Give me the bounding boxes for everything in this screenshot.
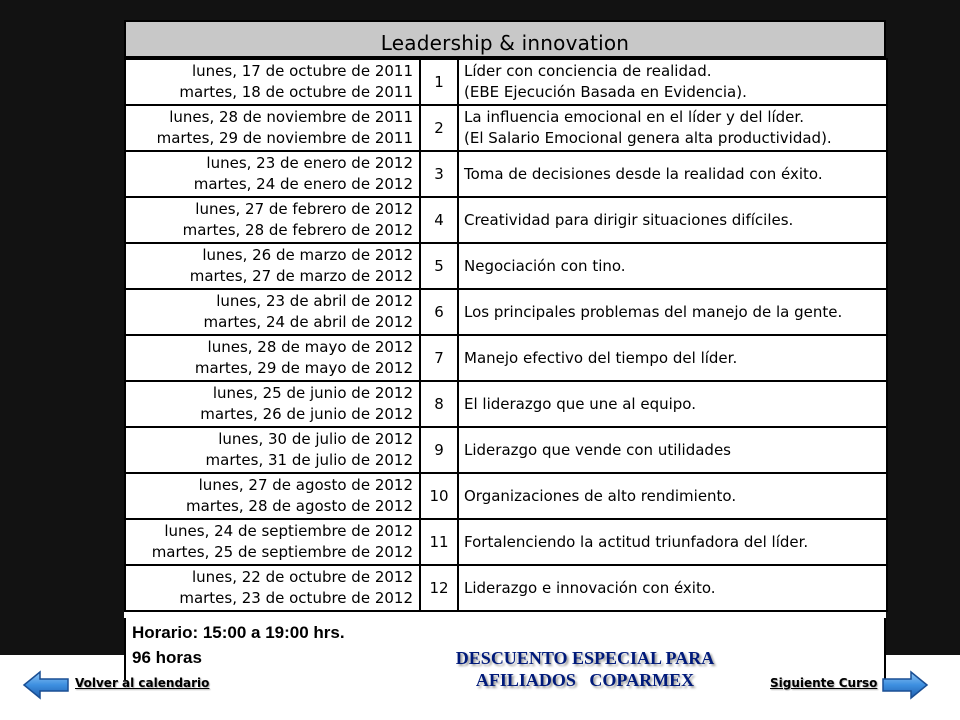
session-dates (125, 519, 420, 565)
session-date: lunes, 26 de marzo de 2012 (202, 246, 413, 264)
session-topic (458, 473, 887, 519)
session-topic (458, 197, 887, 243)
session-date: martes, 27 de marzo de 2012 (189, 267, 413, 285)
session-topic-line: Líder con conciencia de realidad. (464, 62, 712, 80)
session-date: lunes, 24 de septiembre de 2012 (164, 522, 413, 540)
session-dates (125, 197, 420, 243)
promo-banner (400, 647, 770, 691)
session-row (125, 473, 887, 519)
session-row (125, 565, 887, 611)
session-date: lunes, 23 de enero de 2012 (206, 154, 413, 172)
session-topic-line: (EBE Ejecución Basada en Evidencia). (464, 83, 747, 101)
back-to-calendar-button[interactable] (22, 668, 222, 702)
session-topic-line: El liderazgo que une al equipo. (464, 394, 696, 413)
session-number: 1 (420, 59, 458, 105)
session-number: 10 (420, 473, 458, 519)
session-topic (458, 427, 887, 473)
session-topic-line: Los principales problemas del manejo de la gente. (464, 302, 843, 321)
session-row (125, 151, 887, 197)
session-topic (458, 59, 887, 105)
session-topic (458, 105, 887, 151)
schedule-table (124, 58, 888, 612)
session-topic (458, 565, 887, 611)
session-row (125, 289, 887, 335)
session-row (125, 105, 887, 151)
session-dates (125, 381, 420, 427)
session-dates (125, 59, 420, 105)
hours-text: 96 horas (132, 648, 202, 667)
session-topic-line: La influencia emocional en el líder y del líder. (464, 108, 804, 126)
session-dates (125, 473, 420, 519)
promo-line-1: DESCUENTO ESPECIAL PARA (455, 648, 715, 668)
session-row (125, 197, 887, 243)
session-topic-line: Toma de decisiones desde la realidad con éxito. (464, 164, 823, 183)
session-topic-line: Creatividad para dirigir situaciones difíciles. (464, 210, 794, 229)
session-dates (125, 565, 420, 611)
session-date: martes, 26 de junio de 2012 (200, 405, 413, 423)
session-number: 5 (420, 243, 458, 289)
session-topic (458, 289, 887, 335)
session-date: martes, 28 de agosto de 2012 (185, 497, 413, 515)
session-topic (458, 335, 887, 381)
session-date: martes, 31 de julio de 2012 (205, 451, 413, 469)
session-dates (125, 289, 420, 335)
arrow-right-icon (881, 670, 929, 700)
session-dates (125, 243, 420, 289)
session-dates (125, 427, 420, 473)
session-number: 2 (420, 105, 458, 151)
session-topic-line: Manejo efectivo del tiempo del líder. (464, 348, 738, 367)
session-topic (458, 381, 887, 427)
session-date: martes, 29 de mayo de 2012 (194, 359, 413, 377)
session-number: 3 (420, 151, 458, 197)
next-course-button[interactable] (770, 668, 930, 702)
session-row (125, 427, 887, 473)
session-row (125, 59, 887, 105)
session-topic (458, 243, 887, 289)
promo-line-2: AFILIADOS COPARMEX (475, 670, 695, 690)
session-topic-line: Liderazgo e innovación con éxito. (464, 578, 716, 597)
session-date: lunes, 27 de agosto de 2012 (198, 476, 413, 494)
session-date: martes, 25 de septiembre de 2012 (151, 543, 413, 561)
session-row (125, 519, 887, 565)
session-row (125, 243, 887, 289)
session-number: 8 (420, 381, 458, 427)
arrow-left-icon (22, 670, 70, 700)
session-dates (125, 335, 420, 381)
session-date: martes, 24 de abril de 2012 (203, 313, 413, 331)
session-date: martes, 18 de octubre de 2011 (179, 83, 413, 101)
session-number: 7 (420, 335, 458, 381)
session-number: 4 (420, 197, 458, 243)
session-number: 11 (420, 519, 458, 565)
session-date: lunes, 17 de octubre de 2011 (192, 62, 413, 80)
session-date: martes, 28 de febrero de 2012 (182, 221, 413, 239)
session-date: lunes, 22 de octubre de 2012 (192, 568, 413, 586)
session-date: lunes, 23 de abril de 2012 (216, 292, 413, 310)
session-date: lunes, 28 de noviembre de 2011 (169, 108, 413, 126)
session-date: martes, 29 de noviembre de 2011 (156, 129, 413, 147)
session-topic (458, 519, 887, 565)
session-topic-line: Fortalenciendo la actitud triunfadora del líder. (464, 532, 809, 551)
session-date: lunes, 28 de mayo de 2012 (207, 338, 413, 356)
schedule-sheet (124, 20, 886, 667)
session-dates (125, 105, 420, 151)
session-topic-line: (El Salario Emocional genera alta productividad). (464, 129, 832, 147)
session-date: martes, 23 de octubre de 2012 (179, 589, 413, 607)
horario-text: Horario: 15:00 a 19:00 hrs. (132, 623, 345, 642)
session-topic-line: Organizaciones de alto rendimiento. (464, 486, 737, 505)
session-row (125, 335, 887, 381)
session-date: lunes, 30 de julio de 2012 (218, 430, 413, 448)
session-topic (458, 151, 887, 197)
session-date: martes, 24 de enero de 2012 (193, 175, 413, 193)
back-label[interactable]: Volver al calendario (75, 676, 210, 690)
next-label[interactable]: Siguiente Curso (770, 676, 878, 690)
session-number: 9 (420, 427, 458, 473)
session-number: 12 (420, 565, 458, 611)
session-row (125, 381, 887, 427)
session-date: lunes, 27 de febrero de 2012 (195, 200, 413, 218)
session-dates (125, 151, 420, 197)
session-number: 6 (420, 289, 458, 335)
session-date: lunes, 25 de junio de 2012 (212, 384, 413, 402)
course-title: Leadership & innovation (124, 20, 886, 58)
session-topic-line: Liderazgo que vende con utilidades (464, 440, 731, 459)
session-topic-line: Negociación con tino. (464, 256, 626, 275)
